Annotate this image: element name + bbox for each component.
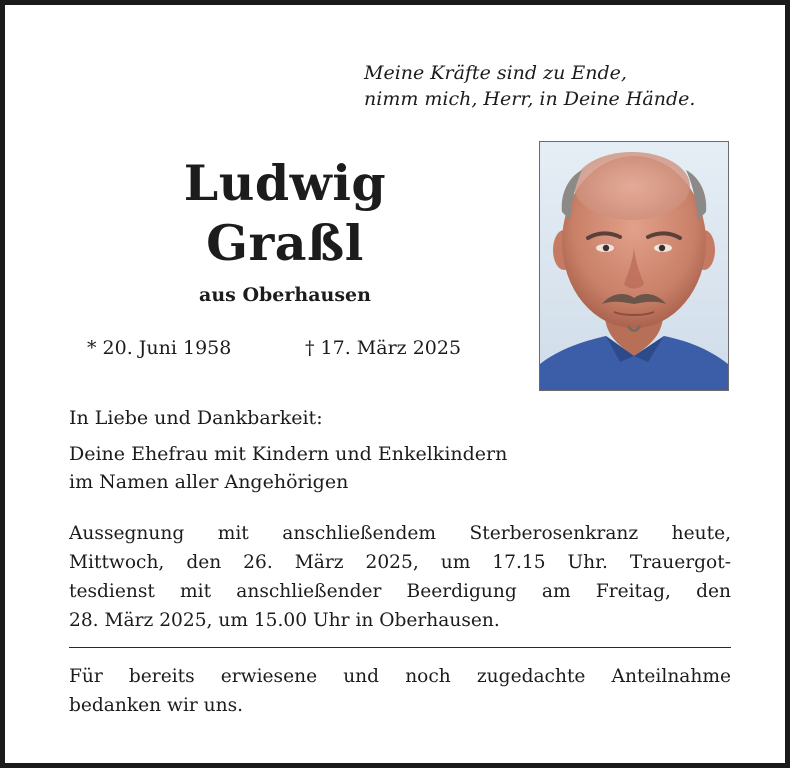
mourners-line: im Namen aller Angehörigen	[69, 471, 349, 493]
portrait-illustration	[540, 142, 728, 390]
closing-line: Für bereits erwiesene und noch zugedachte Anteilnahme	[69, 666, 731, 687]
last-name: Graßl	[206, 214, 364, 272]
portrait-photo	[539, 141, 729, 391]
first-name: Ludwig	[183, 154, 387, 212]
origin: aus Oberhausen	[199, 284, 371, 306]
service-line: Mittwoch, den 26. März 2025, um 17.15 Uhr. Trauergot-	[69, 552, 731, 573]
service-line: 28. März 2025, um 15.00 Uhr in Oberhausen.	[69, 610, 500, 631]
motto-verse	[364, 60, 744, 112]
divider	[69, 647, 731, 648]
closing-line: bedanken wir uns.	[69, 695, 244, 716]
name-block	[65, 153, 505, 307]
death-date: † 17. März 2025	[305, 337, 462, 359]
service-line: Aussegnung mit anschließendem Sterberosenkranz heute,	[69, 523, 731, 544]
mourners-line: Deine Ehefrau mit Kindern und Enkelkindern	[69, 443, 508, 465]
motto-line: Meine Kräfte sind zu Ende,	[364, 62, 627, 84]
thanks-intro: In Liebe und Dankbarkeit:	[69, 407, 323, 429]
birth-date: * 20. Juni 1958	[87, 337, 232, 359]
mourners-list	[69, 440, 731, 496]
closing-thanks	[69, 662, 731, 720]
service-details	[69, 519, 731, 635]
service-line: tesdienst mit anschließender Beerdigung am Freitag, den	[69, 581, 731, 602]
motto-line: nimm mich, Herr, in Deine Hände.	[364, 88, 696, 110]
